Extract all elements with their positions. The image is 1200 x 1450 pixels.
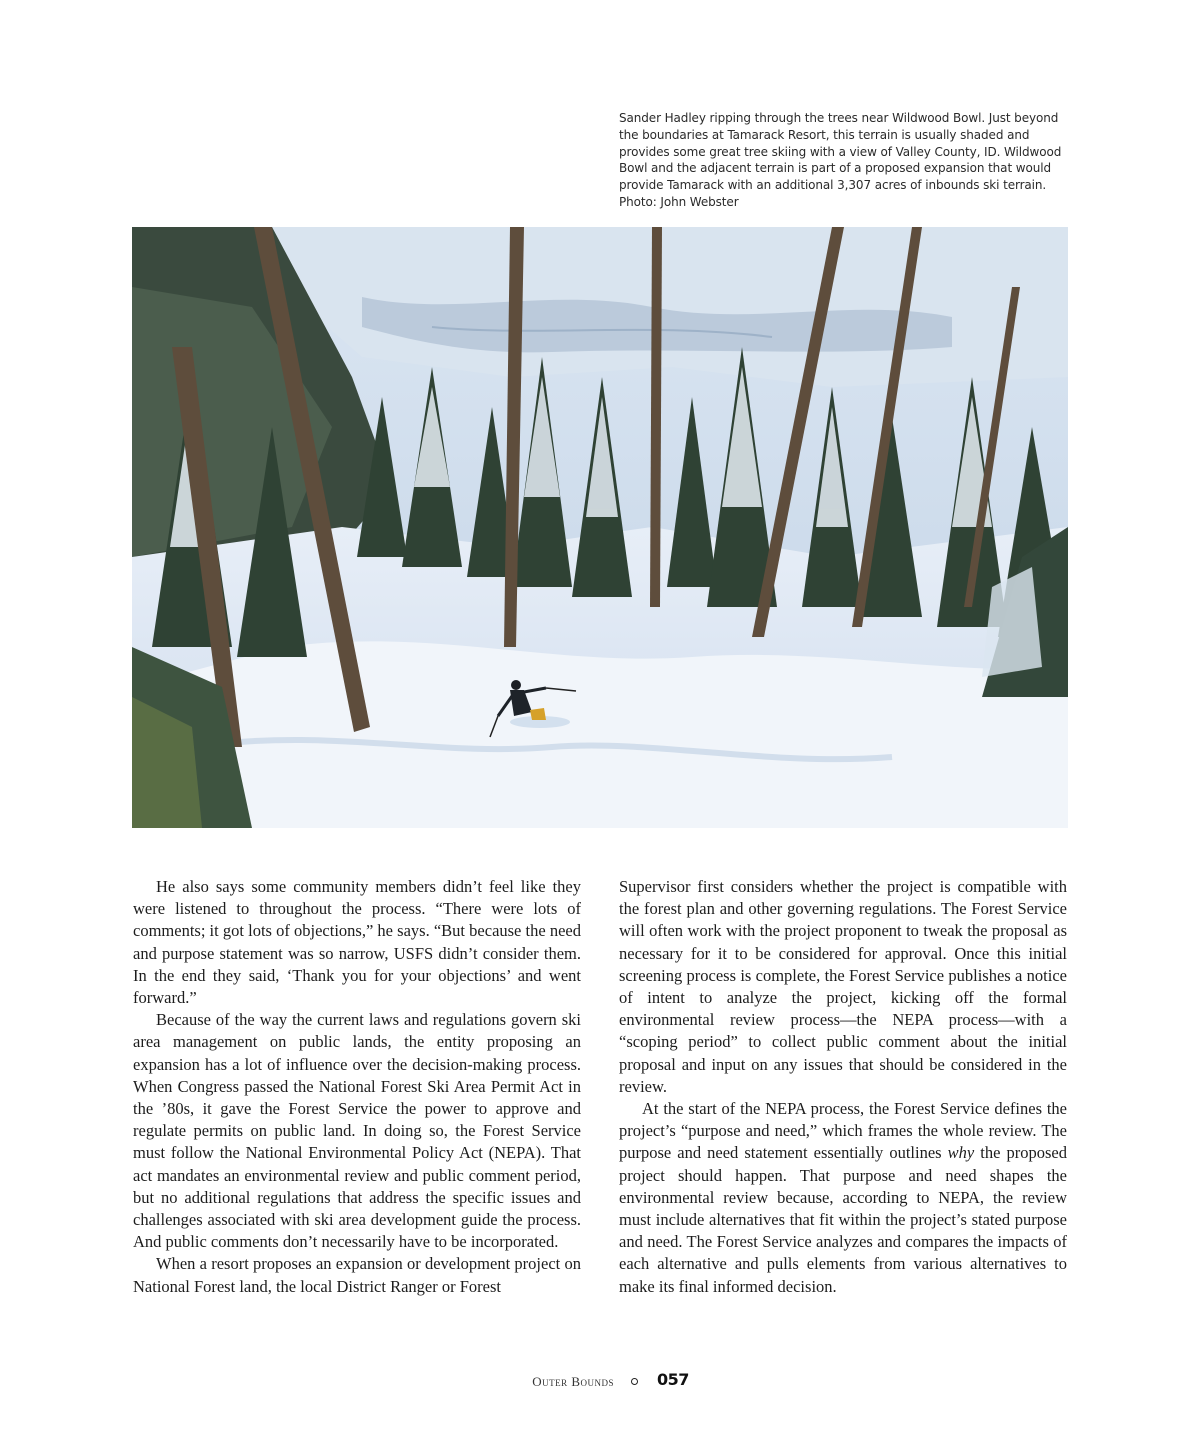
page-number: 057 <box>657 1370 689 1389</box>
paragraph: When a resort proposes an expansion or development project on National Forest land, the local District Ranger or Forest <box>133 1254 581 1296</box>
paragraph-text: At the start of the NEPA process, the Forest Service defines the project’s “purpose and need,” which frames the whole review. The purpose and need statement essentially outlines <box>619 1099 1067 1163</box>
skier-photo-illustration <box>132 227 1068 828</box>
footer-separator-icon <box>631 1378 638 1385</box>
paragraph: Supervisor first considers whether the project is compatible with the forest plan and other governing regulations. The Forest Service will often work with the project proponent to tweak the proposal as necessary for it to be considered for approval. Once this initial screening process is complete, the Forest Service publishes a notice of intent to analyze the project, kicking off the formal environmental review process—the NEPA process—with a “scoping period” to collect public comment about the initial proposal and input on any issues that should be considered in the review. <box>619 877 1067 1096</box>
emphasis-why: why <box>947 1143 975 1163</box>
article-column-left <box>133 876 581 1298</box>
paragraph <box>619 1098 1067 1298</box>
photo-caption <box>619 110 1069 211</box>
paragraph: He also says some community members didn’t feel like they were listened to throughout the process. “There were lots of comments; it got lots of objections,” he says. “But because the need and purpose statement was so narrow, USFS didn’t consider them. In the end they said, ‘Thank you for your objections’ and went forward.” <box>133 877 581 1008</box>
skier-photo <box>132 227 1068 828</box>
caption-text: Sander Hadley ripping through the trees near Wildwood Bowl. Just beyond the boundaries at Tamarack Resort, this terrain is usually shaded and provides some great tree skiing with a view of Valley County, ID. Wildwood Bowl and the adjacent terrain is part of a proposed expansion that would provide Tamarack with an additional 3,307 acres of inbounds ski terrain. <box>619 111 1062 193</box>
publication-name: Outer Bounds <box>532 1374 614 1389</box>
paragraph: Because of the way the current laws and regulations govern ski area management on public lands, the entity proposing an expansion has a lot of influence over the decision-making process. When Congress passed the National Forest Ski Area Permit Act in the ’80s, it gave the Forest Service the power to approve and regulate permits on public land. In doing so, the Forest Service must follow the National Environmental Policy Act (NEPA). That act mandates an environmental review and public comment period, but no additional regulations that address the specific issues and challenges associated with ski area development guide the process. And public comments don’t necessarily have to be incorporated. <box>133 1010 581 1252</box>
page-footer <box>0 1370 1200 1394</box>
paragraph-text: the proposed project should happen. That purpose and need shapes the environmental review because, according to NEPA, the review must include alternatives that fit within the project’s stated purpose and need. The Forest Service analyzes and compares the impacts of each alternative and pulls elements from various alternatives to make its final informed decision. <box>619 1143 1067 1296</box>
caption-credit: Photo: John Webster <box>619 194 739 209</box>
article-column-right <box>619 876 1067 1298</box>
